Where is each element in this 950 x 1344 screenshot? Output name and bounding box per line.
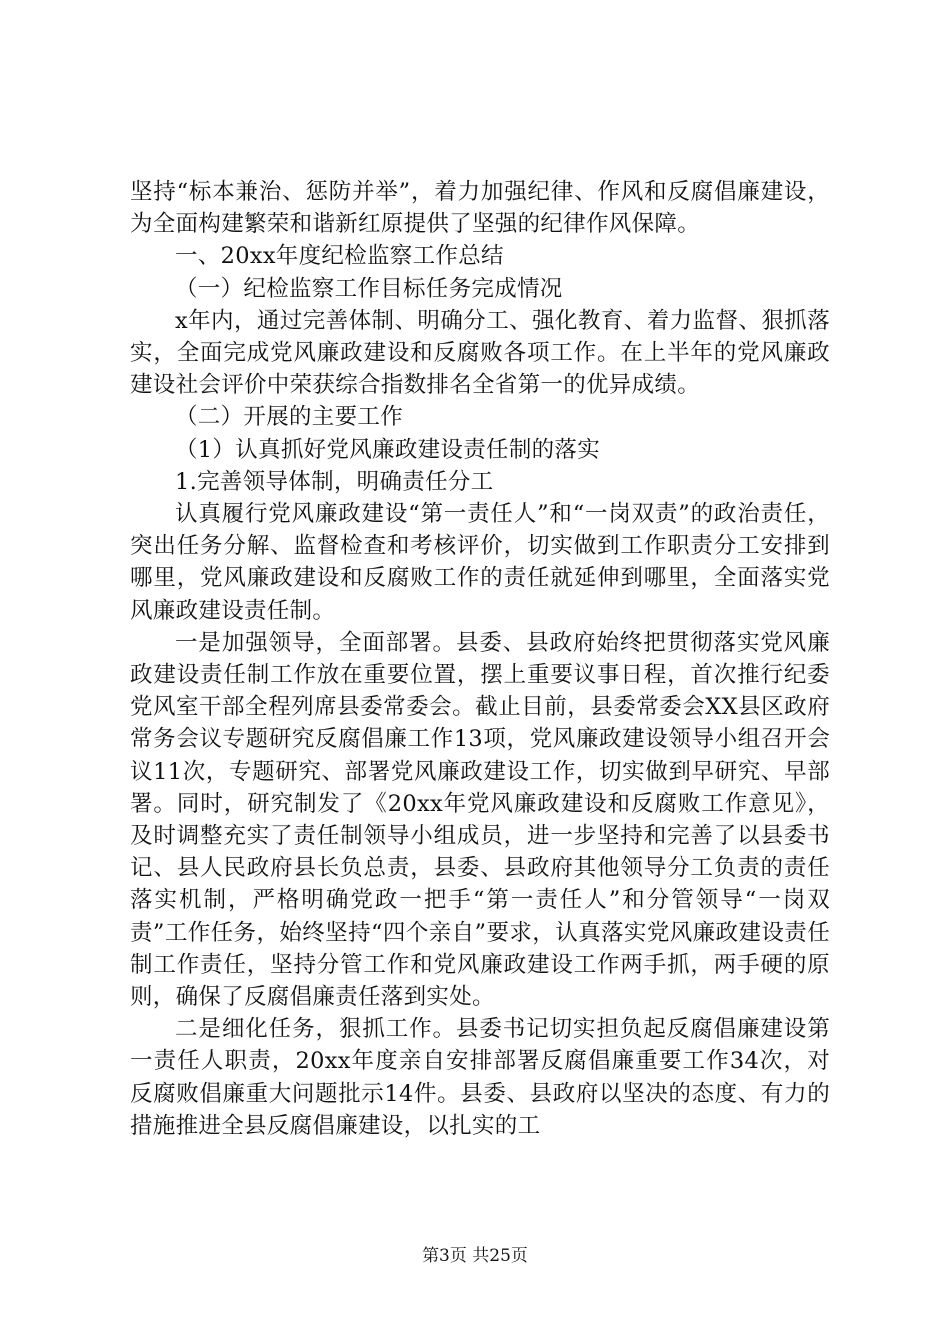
heading-item-one: （1）认真抓好党风廉政建设责任制的落实 [175, 436, 601, 463]
paragraph-intro: 坚持“标本兼治、惩防并举”，着力加强纪律、作风和反腐倡廉建设，为全面构建繁荣和谐新红原提供了坚强的纪律作风保障。 [130, 179, 830, 238]
heading-section-one: 一、20xx年度纪检监察工作总结 [175, 243, 504, 270]
page-number-footer: 第3页 共25页 [422, 1246, 528, 1266]
heading-point-one: 1.完善领导体制，明确责任分工 [175, 468, 494, 495]
paragraph-task-detail: 二是细化任务，狠抓工作。县委书记切实担负起反腐倡廉建设第一责任人职责，20xx年度亲自安排部署反腐倡廉重要工作34次，对反腐败倡廉重大问题批示14件。县委、县政府以坚决的态度、有力的措施推进全县反腐倡廉建设，以扎实的工 [130, 1016, 830, 1139]
document-body [130, 176, 830, 1142]
paragraph-completion-summary: x年内，通过完善体制、明确分工、强化教育、着力监督、狠抓落实，全面完成党风廉政建设和反腐败各项工作。在上半年的党风廉政建设社会评价中荣获综合指数排名全省第一的优异成绩。 [130, 307, 830, 399]
paragraph-leadership: 一是加强领导，全面部署。县委、县政府始终把贯彻落实党风廉政建设责任制工作放在重要位置，摆上重要议事日程，首次推行纪委党风室干部全程列席县委常委会。截止目前，县委常委会XX县区政府常务会议专题研究反腐倡廉工作13项，党风廉政建设领导小组召开会议11次，专题研究、部署党风廉政建设工作，切实做到早研究、早部署。同时，研究制发了《20xx年党风廉政建设和反腐败工作意见》，及时调整充实了责任制领导小组成员，进一步坚持和完善了以县委书记、县人民政府县长负总责，县委、县政府其他领导分工负责的责任落实机制，严格明确党政一把手“第一责任人”和分管领导“一岗双责”工作任务，始终坚持“四个亲自”要求，认真落实党风廉政建设责任制工作责任，坚持分管工作和党风廉政建设工作两手抓，两手硬的原则，确保了反腐倡廉责任落到实处。 [130, 629, 830, 1011]
heading-subsection-one: （一）纪检监察工作目标任务完成情况 [175, 275, 563, 302]
heading-subsection-two: （二）开展的主要工作 [175, 404, 404, 431]
paragraph-responsibility: 认真履行党风廉政建设“第一责任人”和“一岗双责”的政治责任，突出任务分解、监督检查和考核评价，切实做到工作职责分工安排到哪里，党风廉政建设和反腐败工作的责任就延伸到哪里，全面落实党风廉政建设责任制。 [130, 501, 830, 624]
